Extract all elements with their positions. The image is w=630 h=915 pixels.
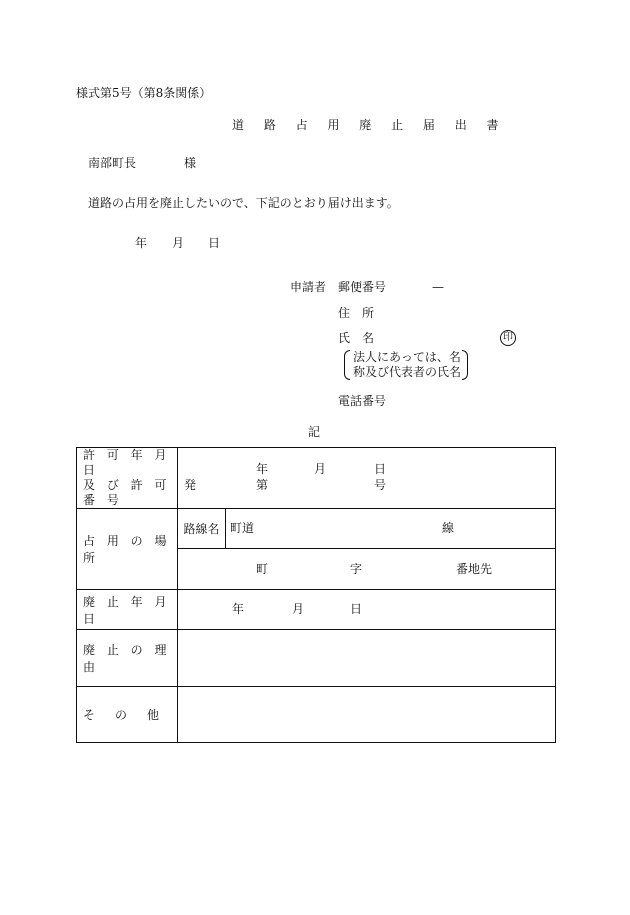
location-row-1 [77,509,556,549]
bracket-right [462,350,468,380]
abolish-date-label: 廃 止 年 月 日 [77,590,178,630]
postal-dash: — [432,280,444,294]
permit-year: 年 [256,462,269,476]
permit-dai: 第 [256,478,269,492]
route-suffix: 線 [442,521,455,535]
permit-go: 号 [374,478,387,492]
permit-day: 日 [374,462,387,476]
reason-label: 廃 止 の 理 由 [77,630,178,687]
permit-value [178,448,556,509]
applicant-label: 申請者 [290,280,327,294]
seal-mark: 印 [500,330,516,346]
other-label: そ の 他 [77,687,178,743]
corporate-note [344,350,468,380]
address-value [178,549,556,590]
permit-month: 月 [314,462,327,476]
ki-heading: 記 [308,425,321,439]
address-label: 住 所 [338,306,375,320]
permit-issue: 発 [184,478,197,492]
date-month: 月 [172,236,185,250]
corporate-note-line2: 称及び代表者の氏名 [353,365,462,379]
other-value[interactable] [178,687,556,743]
corporate-note-line1: 法人にあっては、名 [353,350,461,364]
aza-label: 字 [350,562,363,576]
abolish-date-row [77,590,556,630]
route-type: 町道 [230,521,255,535]
abolish-date-value [178,590,556,630]
route-label: 路線名 [178,509,226,549]
postal-label: 郵便番号 [338,280,387,294]
banchi-label: 番地先 [456,562,493,576]
route-value [226,509,556,549]
addressee: 南部町長 [88,156,137,170]
statement: 道路の占用を廃止したいので、下記のとおり届け出ます。 [88,196,399,210]
reason-row [77,630,556,687]
location-label: 占 用 の 場 所 [77,509,178,590]
form-number: 様式第5号（第8条関係） [76,86,212,100]
reason-value[interactable] [178,630,556,687]
name-label: 氏 名 [338,331,375,345]
addressee-suffix: 様 [184,156,197,170]
abolish-year: 年 [232,602,245,616]
permit-label-line2: 及 び 許 可 番 号 [83,478,171,507]
date-year: 年 [135,236,148,250]
other-row [77,687,556,743]
document-title: 道 路 占 用 廃 止 届 出 書 [232,118,507,132]
abolish-day: 日 [350,602,363,616]
permit-row [77,448,556,509]
town-label: 町 [256,562,269,576]
phone-label: 電話番号 [338,394,387,408]
permit-label [77,448,178,509]
abolish-month: 月 [292,602,305,616]
date-day: 日 [208,236,221,250]
notification-table [76,447,556,743]
permit-label-line1: 許 可 年 月 日 [83,448,171,477]
bracket-left [344,350,350,380]
